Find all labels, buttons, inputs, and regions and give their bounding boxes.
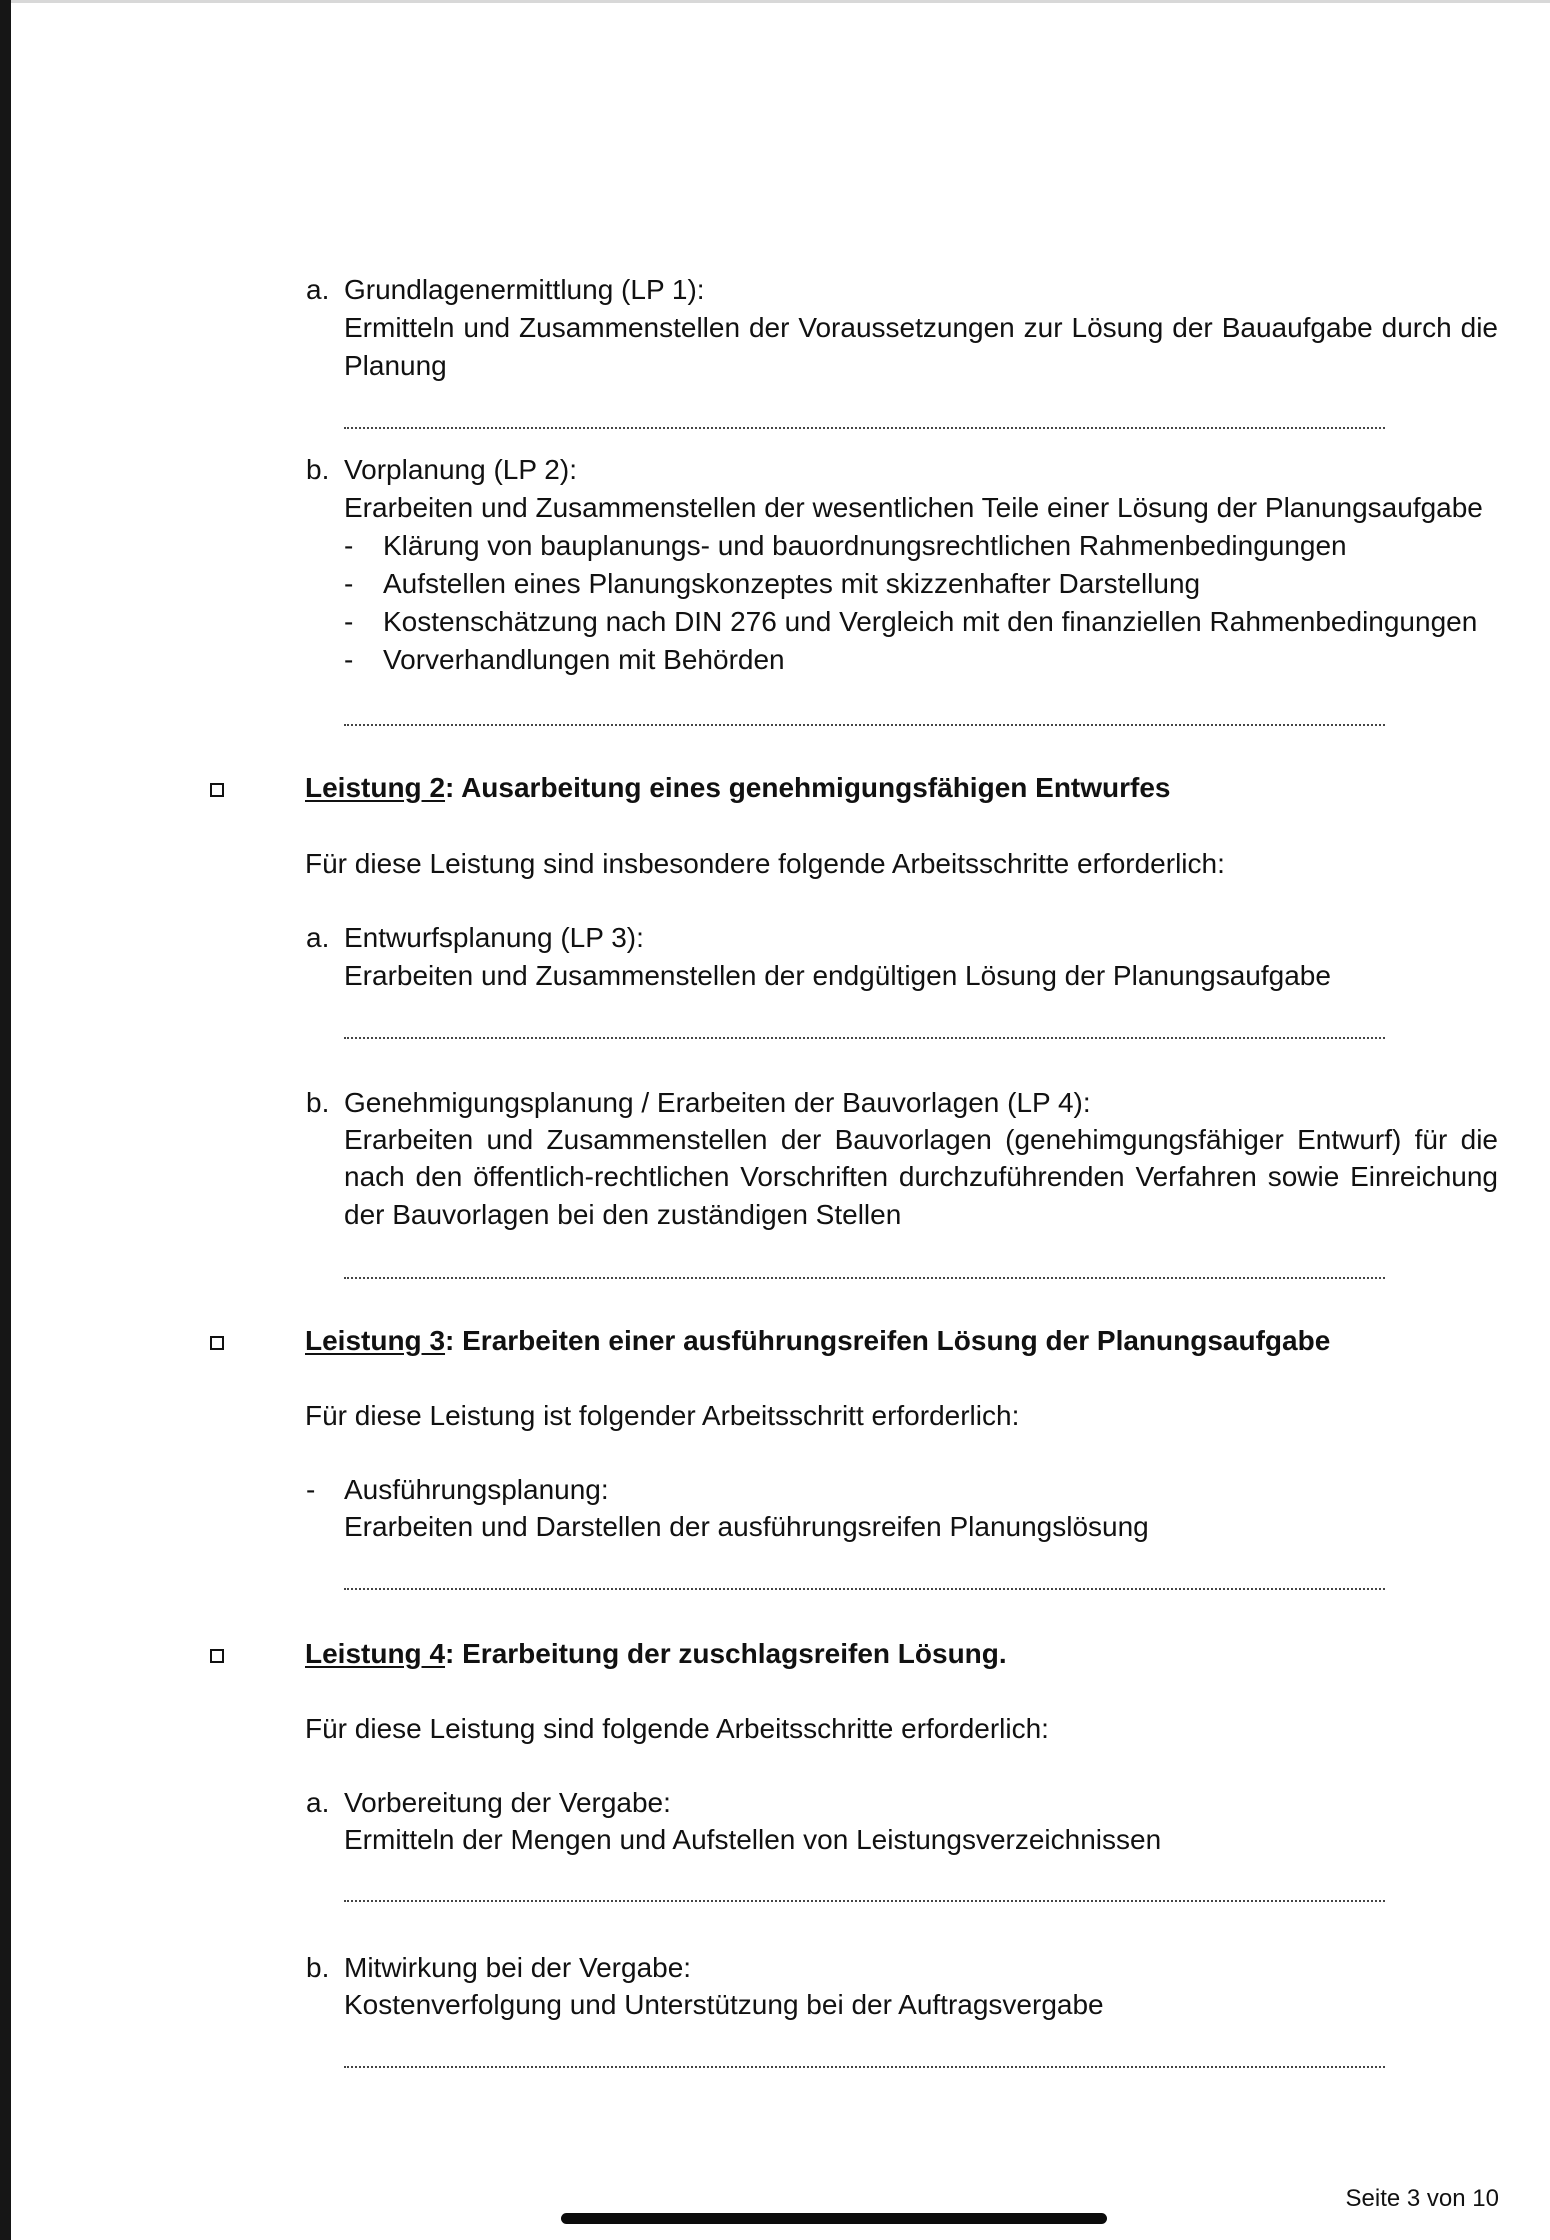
bullet-marker: - — [344, 530, 354, 561]
leistung-3-checkbox[interactable] — [210, 1336, 224, 1350]
leistung-intro: Für diese Leistung ist folgender Arbeitsschritt erforderlich: — [305, 1400, 1020, 1431]
fill-in-dotted-line[interactable] — [344, 1588, 1385, 1590]
leistung-label: Leistung 4 — [305, 1638, 446, 1669]
fill-in-dotted-line[interactable] — [344, 2066, 1385, 2068]
item-text: Erarbeiten und Zusammenstellen der endgültigen Lösung der Planungsaufgabe — [344, 960, 1331, 991]
item-marker: b. — [306, 454, 330, 485]
item-marker: - — [306, 1474, 316, 1505]
item-title: Entwurfsplanung (LP 3): — [344, 922, 644, 953]
leistung-4-checkbox[interactable] — [210, 1649, 224, 1663]
item-text: Erarbeiten und Darstellen der ausführungsreifen Planungslösung — [344, 1511, 1149, 1542]
item-text: der Bauvorlagen bei den zuständigen Stellen — [344, 1199, 902, 1230]
bullet-text: Klärung von bauplanungs- und bauordnungsrechtlichen Rahmenbedingungen — [383, 530, 1347, 561]
fill-in-dotted-line[interactable] — [344, 1277, 1385, 1279]
fill-in-dotted-line[interactable] — [344, 724, 1385, 726]
item-marker: a. — [306, 1787, 330, 1818]
item-title: Mitwirkung bei der Vergabe: — [344, 1952, 692, 1983]
leistung-3-heading — [305, 1323, 1330, 1359]
leistung-4-heading — [305, 1636, 1007, 1672]
item-text: nach den öffentlich-rechtlichen Vorschriften durchzuführenden Verfahren sowie Einreichung — [344, 1161, 1498, 1192]
item-text: Planung — [344, 350, 447, 381]
item-title: Ausführungsplanung: — [344, 1474, 609, 1505]
bullet-marker: - — [344, 568, 354, 599]
leistung-title: : Erarbeitung der zuschlagsreifen Lösung. — [445, 1638, 1007, 1669]
item-title: Grundlagenermittlung (LP 1): — [344, 274, 705, 305]
home-indicator-bar[interactable] — [561, 2213, 1107, 2224]
item-marker: a. — [306, 922, 330, 953]
fill-in-dotted-line[interactable] — [344, 427, 1385, 429]
bullet-text: Vorverhandlungen mit Behörden — [383, 644, 785, 675]
leistung-title: : Ausarbeitung eines genehmigungsfähigen Entwurfes — [445, 772, 1171, 803]
page-number: Seite 3 von 10 — [1345, 2185, 1499, 2212]
leistung-2-heading — [305, 770, 1171, 806]
item-title: Genehmigungsplanung / Erarbeiten der Bauvorlagen (LP 4): — [344, 1087, 1091, 1118]
item-text: Ermitteln der Mengen und Aufstellen von Leistungsverzeichnissen — [344, 1824, 1162, 1855]
bullet-marker: - — [344, 606, 354, 637]
leistung-intro: Für diese Leistung sind insbesondere folgende Arbeitsschritte erforderlich: — [305, 848, 1225, 879]
leistung-label: Leistung 2 — [305, 772, 446, 803]
leistung-intro: Für diese Leistung sind folgende Arbeitsschritte erforderlich: — [305, 1713, 1049, 1744]
leistung-title: : Erarbeiten einer ausführungsreifen Lösung der Planungsaufgabe — [445, 1325, 1331, 1356]
leistung-label: Leistung 3 — [305, 1325, 446, 1356]
item-marker: b. — [306, 1952, 330, 1983]
fill-in-dotted-line[interactable] — [344, 1037, 1385, 1039]
bullet-text: Kostenschätzung nach DIN 276 und Vergleich mit den finanziellen Rahmenbedingungen — [383, 606, 1478, 637]
item-title: Vorplanung (LP 2): — [344, 454, 577, 485]
item-title: Vorbereitung der Vergabe: — [344, 1787, 671, 1818]
bullet-text: Aufstellen eines Planungskonzeptes mit skizzenhafter Darstellung — [383, 568, 1201, 599]
item-marker: a. — [306, 274, 330, 305]
item-text: Ermitteln und Zusammenstellen der Voraussetzungen zur Lösung der Bauaufgabe durch die — [344, 312, 1498, 343]
fill-in-dotted-line[interactable] — [344, 1900, 1385, 1902]
item-text: Kostenverfolgung und Unterstützung bei der Auftragsvergabe — [344, 1989, 1104, 2020]
leistung-2-checkbox[interactable] — [210, 783, 224, 797]
item-text: Erarbeiten und Zusammenstellen der Bauvorlagen (genehimgungsfähiger Entwurf) für die — [344, 1124, 1498, 1155]
bullet-marker: - — [344, 644, 354, 675]
item-marker: b. — [306, 1087, 330, 1118]
item-text: Erarbeiten und Zusammenstellen der wesentlichen Teile einer Lösung der Planungsaufgabe — [344, 492, 1483, 523]
